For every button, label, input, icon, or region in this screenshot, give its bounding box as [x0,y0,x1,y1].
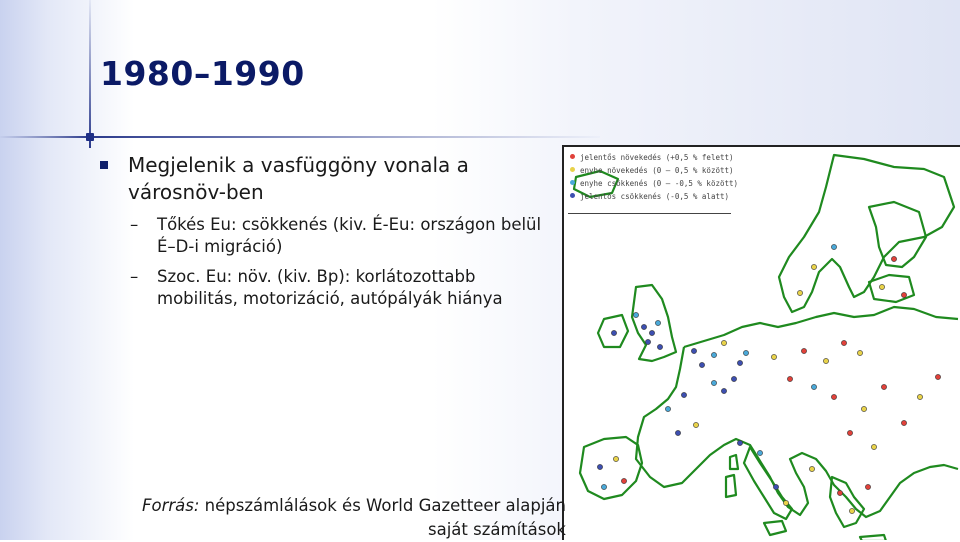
source-text-1: népszámlálások és World Gazetteer alapján [199,496,566,515]
greece-coastline [830,477,864,527]
sub-bullet-2 [130,266,550,310]
city-marker-decline-strong [611,330,616,335]
city-marker-decline-mild [665,406,670,411]
italy-coastline [744,447,792,519]
city-marker-grow-mild [721,340,726,345]
legend-underline [568,213,731,214]
legend-label: jelentős növekedés (+0,5 % felett) [580,153,734,162]
city-marker-grow-mild [783,500,788,505]
city-marker-grow-mild [857,350,862,355]
city-marker-grow-strong [891,256,896,261]
city-marker-decline-strong [731,376,736,381]
scandinavia-coastline [779,155,954,312]
city-marker-decline-mild [711,352,716,357]
finland-coastline [869,202,926,267]
city-marker-decline-strong [699,362,704,367]
city-marker-decline-mild [831,244,836,249]
city-marker-decline-mild [655,320,660,325]
main-bullet-text: Megjelenik a vasfüggöny vonala a városnöv-ben [128,153,469,204]
city-marker-grow-mild [849,508,854,513]
city-marker-decline-strong [649,330,654,335]
city-marker-grow-mild [823,358,828,363]
legend-item [570,190,740,203]
sicily-coastline [764,521,786,535]
legend-swatch-icon [570,154,575,159]
city-marker-decline-strong [597,464,602,469]
decorative-vertical-line [89,0,91,148]
city-marker-decline-mild [601,484,606,489]
sub-bullet-text: Tőkés Eu: csökkenés (kiv. É-Eu: országon belül É–D-i migráció) [157,215,542,256]
baltic-coastline [869,275,914,302]
source-note [116,494,566,542]
city-marker-grow-mild [871,444,876,449]
city-marker-grow-mild [861,406,866,411]
city-marker-grow-mild [809,466,814,471]
legend-swatch-icon [570,180,575,185]
city-marker-decline-mild [633,312,638,317]
gb-coastline [632,285,676,361]
city-marker-grow-strong [837,490,842,495]
europe-map-svg [564,147,960,540]
legend-item [570,177,740,190]
city-marker-decline-strong [657,344,662,349]
legend-item [570,151,740,164]
sub-bullet-text: Szoc. Eu: növ. (kiv. Bp): korlátozottabb mobilitás, motorizáció, autópályák hiánya [157,267,503,308]
city-marker-grow-strong [935,374,940,379]
city-marker-grow-mild [797,290,802,295]
city-marker-grow-strong [841,340,846,345]
city-marker-decline-strong [737,440,742,445]
city-marker-grow-strong [787,376,792,381]
legend-item [570,164,740,177]
mainland-coastline [636,307,958,517]
city-marker-grow-strong [831,394,836,399]
city-marker-grow-mild [693,422,698,427]
city-marker-decline-mild [743,350,748,355]
city-marker-grow-mild [613,456,618,461]
source-line-1 [116,494,566,518]
main-bullet [100,152,540,206]
legend-label: enyhe növekedés (0 – 0,5 % között) [580,166,734,175]
city-marker-decline-strong [645,339,650,344]
europe-map [562,145,960,540]
crete-coastline [860,535,886,540]
legend-swatch-icon [570,193,575,198]
dash-bullet-icon: – [130,267,139,286]
city-marker-grow-mild [917,394,922,399]
city-marker-grow-strong [865,484,870,489]
city-marker-grow-strong [901,292,906,297]
city-marker-grow-mild [879,284,884,289]
city-marker-decline-strong [675,430,680,435]
iberia-coastline [580,437,642,499]
sub-bullet-1 [130,214,550,258]
city-marker-decline-mild [811,384,816,389]
city-marker-decline-strong [773,484,778,489]
square-bullet-icon [100,161,108,169]
legend-label: enyhe csökkenés (0 – -0,5 % között) [580,179,739,188]
source-label: Forrás: [141,496,200,515]
city-marker-decline-mild [711,380,716,385]
city-marker-decline-mild [757,450,762,455]
city-marker-decline-strong [691,348,696,353]
city-marker-grow-strong [621,478,626,483]
city-marker-grow-strong [901,420,906,425]
city-marker-grow-strong [801,348,806,353]
city-marker-decline-strong [737,360,742,365]
city-marker-grow-strong [847,430,852,435]
source-text-2: saját számítások [428,520,566,539]
city-marker-decline-strong [721,388,726,393]
map-legend [570,151,740,203]
city-marker-decline-strong [681,392,686,397]
corsica-coastline [730,455,738,469]
legend-swatch-icon [570,167,575,172]
sardinia-coastline [726,475,736,497]
city-marker-decline-strong [641,324,646,329]
city-marker-grow-strong [881,384,886,389]
legend-label: jelentős csökkenés (-0,5 % alatt) [580,192,730,201]
slide-title: 1980–1990 [100,54,305,93]
city-marker-grow-mild [771,354,776,359]
city-marker-grow-mild [811,264,816,269]
decorative-corner-marker [86,133,94,141]
dash-bullet-icon: – [130,215,139,234]
